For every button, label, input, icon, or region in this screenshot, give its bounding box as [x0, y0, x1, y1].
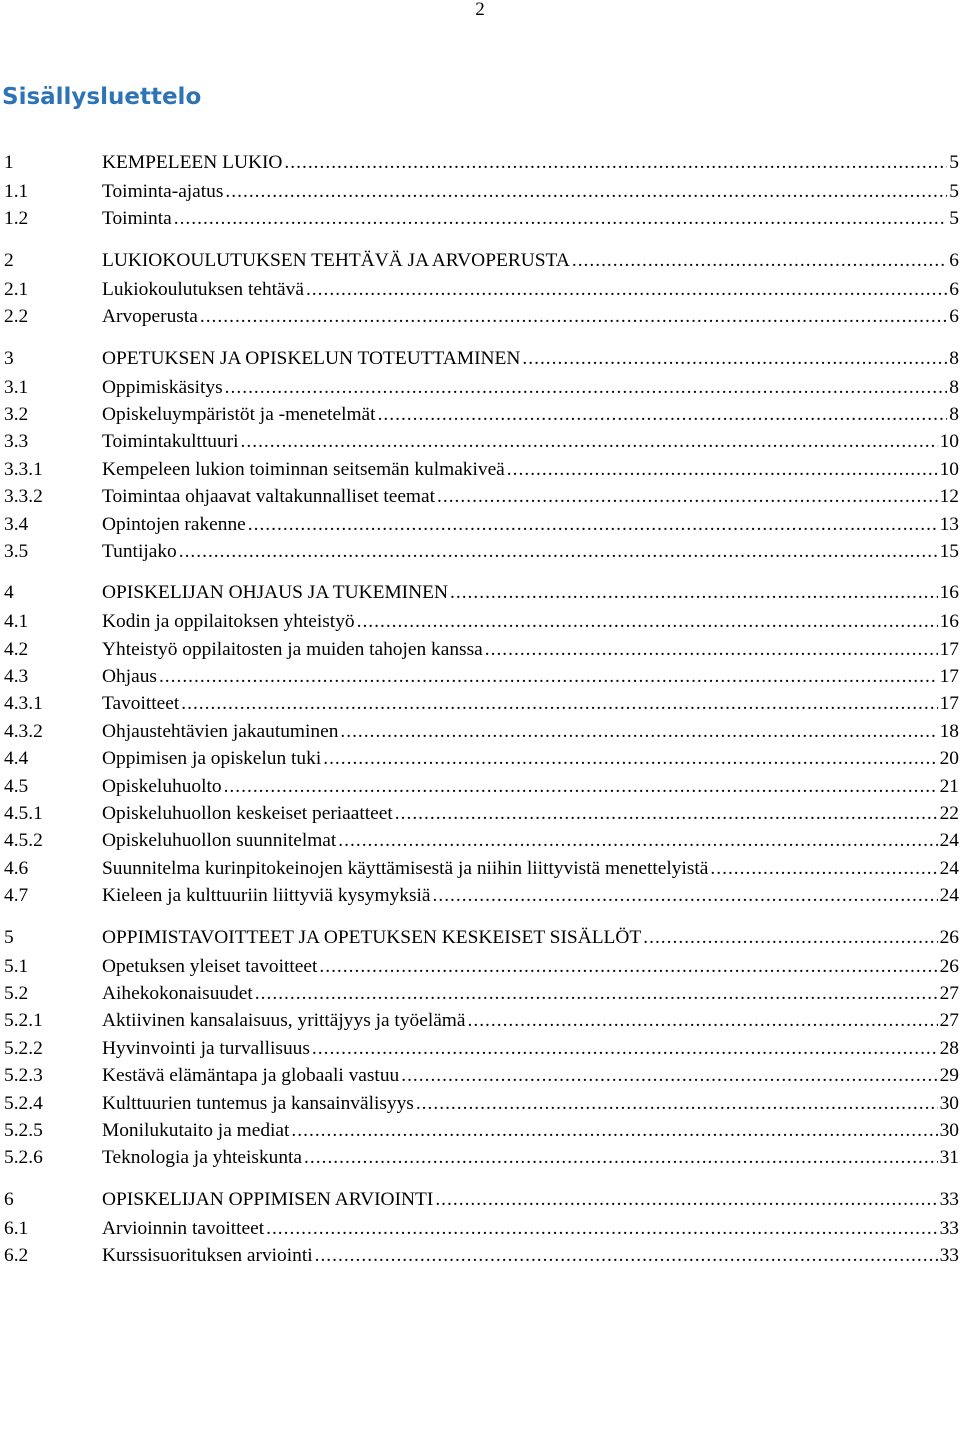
toc-entry-title[interactable]: Aihekokonaisuudet — [102, 982, 253, 1004]
toc-entry[interactable] — [4, 693, 959, 720]
toc-entry-number: 1 — [4, 152, 14, 173]
toc-entry-title[interactable]: OPETUKSEN JA OPISKELUN TOTEUTTAMINEN — [102, 347, 521, 369]
toc-entry-number: 4 — [4, 582, 14, 604]
toc-entry-page: 15 — [939, 540, 959, 562]
toc-entry-number: 1.2 — [4, 208, 29, 230]
toc-entry-title[interactable]: Toiminta-ajatus — [102, 181, 224, 202]
toc-entry-title[interactable]: Yhteistyö oppilaitosten ja muiden tahojen kanssa — [102, 638, 483, 660]
table-of-contents — [4, 152, 959, 1287]
toc-entry-title[interactable]: Ohjaus — [102, 666, 157, 688]
toc-entry-page: 8 — [949, 347, 959, 369]
toc-entry[interactable] — [4, 152, 959, 181]
toc-entry-page: 8 — [949, 376, 959, 398]
toc-entry-title[interactable]: KEMPELEEN LUKIO — [102, 152, 283, 173]
toc-entry-page: 28 — [939, 1037, 959, 1059]
toc-entry-number: 3.4 — [4, 513, 29, 535]
toc-entry-page: 21 — [939, 775, 959, 797]
toc-entry[interactable] — [4, 776, 959, 803]
toc-entry-number: 4.3.2 — [4, 720, 43, 742]
toc-entry-page: 27 — [939, 1010, 959, 1032]
toc-entry[interactable] — [4, 1147, 959, 1174]
dot-leader — [266, 1218, 938, 1240]
toc-entry-number: 6 — [4, 1188, 14, 1210]
toc-entry[interactable] — [4, 541, 959, 568]
toc-entry[interactable] — [4, 208, 959, 235]
dot-leader — [338, 830, 937, 852]
toc-entry-title[interactable]: LUKIOKOULUTUKSEN TEHTÄVÄ JA ARVOPERUSTA — [102, 249, 570, 271]
dot-leader — [319, 956, 937, 978]
toc-entry-title[interactable]: OPPIMISTAVOITTEET JA OPETUKSEN KESKEISET SISÄLLÖT — [102, 926, 642, 948]
toc-entry-number: 3.5 — [4, 540, 29, 562]
toc-entry-title[interactable]: Kurssisuorituksen arviointi — [102, 1245, 313, 1267]
toc-entry[interactable] — [4, 514, 959, 541]
toc-entry-page: 24 — [939, 885, 959, 907]
dot-leader — [284, 152, 947, 174]
toc-entry-title[interactable]: Opiskeluympäristöt ja -menetelmät — [102, 403, 376, 425]
toc-entry-number: 1.1 — [4, 181, 29, 202]
toc-entry-page: 18 — [939, 720, 959, 742]
toc-entry-number: 4.4 — [4, 748, 29, 770]
toc-entry-title[interactable]: Tuntijako — [102, 540, 177, 562]
toc-section — [4, 152, 959, 236]
toc-entry-title[interactable]: Arvoperusta — [102, 306, 198, 328]
dot-leader — [357, 611, 938, 633]
toc-entry-page: 17 — [939, 638, 959, 660]
toc-entry-number: 3.1 — [4, 376, 29, 398]
toc-entry-page: 33 — [939, 1217, 959, 1239]
toc-entry-page: 20 — [939, 748, 959, 770]
toc-entry-title[interactable]: Ohjaustehtävien jakautuminen — [102, 720, 339, 742]
toc-entry[interactable] — [4, 1120, 959, 1147]
dot-leader — [181, 693, 937, 715]
toc-entry-number: 5.2.4 — [4, 1092, 43, 1114]
toc-entry-number: 5.2.3 — [4, 1065, 43, 1087]
toc-entry-page: 5 — [949, 152, 959, 173]
toc-entry-title[interactable]: Kestävä elämäntapa ja globaali vastuu — [102, 1065, 400, 1087]
toc-entry[interactable] — [4, 1010, 959, 1037]
toc-entry[interactable] — [4, 666, 959, 693]
toc-entry-title[interactable]: Opiskeluhuollon keskeiset periaatteet — [102, 803, 393, 825]
toc-entry[interactable] — [4, 250, 959, 279]
toc-entry-page: 17 — [939, 693, 959, 715]
dot-leader — [200, 306, 947, 328]
toc-entry-page: 22 — [939, 803, 959, 825]
toc-entry-title[interactable]: Toimintakulttuuri — [102, 431, 239, 453]
toc-entry-title[interactable]: Opintojen rakenne — [102, 513, 246, 535]
toc-entry-page: 12 — [939, 486, 959, 508]
toc-entry-page: 24 — [939, 830, 959, 852]
toc-entry-page: 16 — [939, 582, 959, 604]
toc-entry-number: 2.2 — [4, 306, 29, 328]
dot-leader — [435, 1189, 937, 1211]
toc-entry-number: 6.1 — [4, 1217, 29, 1239]
toc-entry-page: 6 — [949, 249, 959, 271]
toc-entry-number: 4.3 — [4, 666, 29, 688]
dot-leader — [225, 181, 947, 203]
toc-entry-title[interactable]: Teknologia ja yhteiskunta — [102, 1147, 303, 1169]
toc-entry-number: 4.5.2 — [4, 830, 43, 852]
toc-entry-title[interactable]: Opiskeluhuolto — [102, 775, 222, 797]
dot-leader — [323, 748, 937, 770]
dot-leader — [304, 1147, 938, 1169]
toc-entry-page: 30 — [939, 1119, 959, 1141]
toc-entry-number: 5.2 — [4, 982, 29, 1004]
dot-leader — [159, 666, 938, 688]
toc-entry-title[interactable]: Opiskeluhuollon suunnitelmat — [102, 830, 337, 852]
toc-entry-page: 6 — [949, 278, 959, 300]
toc-entry-title[interactable]: Tavoitteet — [102, 693, 180, 715]
dot-leader — [437, 486, 938, 508]
toc-entry-title[interactable]: Suunnitelma kurinpitokeinojen käyttämisestä ja niihin liittyvistä menettelyistä — [102, 857, 709, 879]
dot-leader — [306, 279, 947, 301]
toc-entry-number: 3.3.1 — [4, 458, 43, 480]
toc-entry-number: 3 — [4, 347, 14, 369]
toc-entry-page: 33 — [939, 1188, 959, 1210]
toc-entry[interactable] — [4, 1189, 959, 1218]
toc-entry-number: 4.2 — [4, 638, 29, 660]
toc-entry-number: 3.2 — [4, 403, 29, 425]
toc-section — [4, 927, 959, 1175]
toc-entry-number: 5.2.2 — [4, 1037, 43, 1059]
toc-entry-page: 30 — [939, 1092, 959, 1114]
dot-leader — [225, 377, 948, 399]
toc-entry-title[interactable]: Kulttuurien tuntemus ja kansainvälisyys — [102, 1092, 414, 1114]
toc-entry[interactable] — [4, 1245, 959, 1272]
toc-entry-number: 5 — [4, 926, 14, 948]
toc-section — [4, 1189, 959, 1273]
toc-entry[interactable] — [4, 1218, 959, 1245]
dot-leader — [315, 1245, 938, 1267]
toc-entry-title[interactable]: OPISKELIJAN OHJAUS JA TUKEMINEN — [102, 582, 448, 604]
toc-entry-title[interactable]: Aktiivinen kansalaisuus, yrittäjyys ja työelämä — [102, 1010, 466, 1032]
toc-entry-title[interactable]: Kieleen ja kulttuuriin liittyviä kysymyksiä — [102, 885, 431, 907]
toc-entry-number: 5.2.6 — [4, 1147, 43, 1169]
toc-entry-page: 8 — [949, 403, 959, 425]
toc-section — [4, 582, 959, 912]
toc-entry[interactable] — [4, 1093, 959, 1120]
toc-entry-title[interactable]: Kempeleen lukion toiminnan seitsemän kulmakiveä — [102, 458, 505, 480]
toc-entry-number: 3.3.2 — [4, 486, 43, 508]
toc-entry-title[interactable]: Lukiokoulutuksen tehtävä — [102, 278, 304, 300]
toc-entry-page: 10 — [939, 458, 959, 480]
toc-entry-number: 2 — [4, 249, 14, 271]
toc-entry[interactable] — [4, 639, 959, 666]
toc-entry-number: 3.3 — [4, 431, 29, 453]
toc-entry[interactable] — [4, 377, 959, 404]
dot-leader — [643, 927, 937, 949]
toc-entry-title[interactable]: Monilukutaito ja mediat — [102, 1119, 290, 1141]
toc-entry[interactable] — [4, 803, 959, 830]
toc-entry-number: 4.3.1 — [4, 693, 43, 715]
toc-entry-page: 16 — [939, 611, 959, 633]
dot-leader — [450, 582, 938, 604]
toc-entry-page: 26 — [939, 955, 959, 977]
toc-entry[interactable] — [4, 858, 959, 885]
toc-entry[interactable] — [4, 181, 959, 208]
dot-leader — [224, 776, 938, 798]
dot-leader — [710, 858, 937, 880]
toc-entry-number: 4.7 — [4, 885, 29, 907]
toc-entry-title[interactable]: Arvioinnin tavoitteet — [102, 1217, 265, 1239]
toc-entry[interactable] — [4, 830, 959, 857]
toc-heading: Sisällysluettelo — [2, 84, 202, 110]
toc-section — [4, 250, 959, 334]
dot-leader — [174, 208, 948, 230]
toc-entry-page: 29 — [939, 1065, 959, 1087]
dot-leader — [468, 1010, 938, 1032]
dot-leader — [401, 1065, 937, 1087]
toc-entry-page: 5 — [949, 181, 959, 202]
toc-entry-number: 6.2 — [4, 1245, 29, 1267]
toc-entry[interactable] — [4, 885, 959, 912]
toc-entry-number: 2.1 — [4, 278, 29, 300]
toc-entry-page: 10 — [939, 431, 959, 453]
toc-entry-page: 13 — [939, 513, 959, 535]
dot-leader — [241, 431, 938, 453]
dot-leader — [378, 404, 948, 426]
dot-leader — [507, 459, 938, 481]
toc-entry-title[interactable]: OPISKELIJAN OPPIMISEN ARVIOINTI — [102, 1188, 434, 1210]
toc-entry[interactable] — [4, 956, 959, 983]
dot-leader — [395, 803, 938, 825]
toc-entry[interactable] — [4, 983, 959, 1010]
toc-entry-page: 17 — [939, 666, 959, 688]
toc-entry-title[interactable]: Oppimisen ja opiskelun tuki — [102, 748, 322, 770]
toc-entry[interactable] — [4, 1038, 959, 1065]
dot-leader — [572, 250, 947, 272]
dot-leader — [248, 514, 938, 536]
toc-entry[interactable] — [4, 404, 959, 431]
dot-leader — [416, 1093, 938, 1115]
toc-entry[interactable] — [4, 431, 959, 458]
toc-entry-number: 4.5 — [4, 775, 29, 797]
dot-leader — [340, 721, 937, 743]
toc-entry-page: 26 — [939, 926, 959, 948]
toc-entry-title[interactable]: Kodin ja oppilaitoksen yhteistyö — [102, 611, 355, 633]
toc-entry-title[interactable]: Toiminta — [102, 208, 172, 230]
toc-entry[interactable] — [4, 459, 959, 486]
toc-entry[interactable] — [4, 348, 959, 377]
toc-entry[interactable] — [4, 927, 959, 956]
toc-entry[interactable] — [4, 279, 959, 306]
toc-entry-number: 4.6 — [4, 857, 29, 879]
toc-entry-page: 27 — [939, 982, 959, 1004]
dot-leader — [255, 983, 938, 1005]
page-number: 2 — [475, 0, 485, 20]
toc-entry-number: 4.1 — [4, 611, 29, 633]
toc-entry[interactable] — [4, 306, 959, 333]
toc-entry-title[interactable]: Hyvinvointi ja turvallisuus — [102, 1037, 310, 1059]
dot-leader — [291, 1120, 937, 1142]
toc-entry[interactable] — [4, 582, 959, 611]
dot-leader — [522, 348, 947, 370]
toc-section — [4, 348, 959, 569]
toc-entry-title[interactable]: Oppimiskäsitys — [102, 376, 223, 398]
toc-entry-number: 4.5.1 — [4, 803, 43, 825]
toc-entry-page: 6 — [949, 306, 959, 328]
toc-entry-page: 33 — [939, 1245, 959, 1267]
dot-leader — [179, 541, 938, 563]
toc-entry-page: 5 — [949, 208, 959, 230]
dot-leader — [312, 1038, 938, 1060]
toc-entry[interactable] — [4, 721, 959, 748]
toc-entry-page: 31 — [939, 1147, 959, 1169]
toc-entry-number: 5.2.1 — [4, 1010, 43, 1032]
toc-entry[interactable] — [4, 748, 959, 775]
dot-leader — [485, 639, 938, 661]
toc-entry[interactable] — [4, 486, 959, 513]
toc-entry-title[interactable]: Toimintaa ohjaavat valtakunnalliset teemat — [102, 486, 436, 508]
toc-entry-number: 5.1 — [4, 955, 29, 977]
dot-leader — [433, 885, 938, 907]
toc-entry-page: 24 — [939, 857, 959, 879]
toc-entry[interactable] — [4, 1065, 959, 1092]
toc-entry-number: 5.2.5 — [4, 1119, 43, 1141]
toc-entry[interactable] — [4, 611, 959, 638]
toc-entry-title[interactable]: Opetuksen yleiset tavoitteet — [102, 955, 318, 977]
